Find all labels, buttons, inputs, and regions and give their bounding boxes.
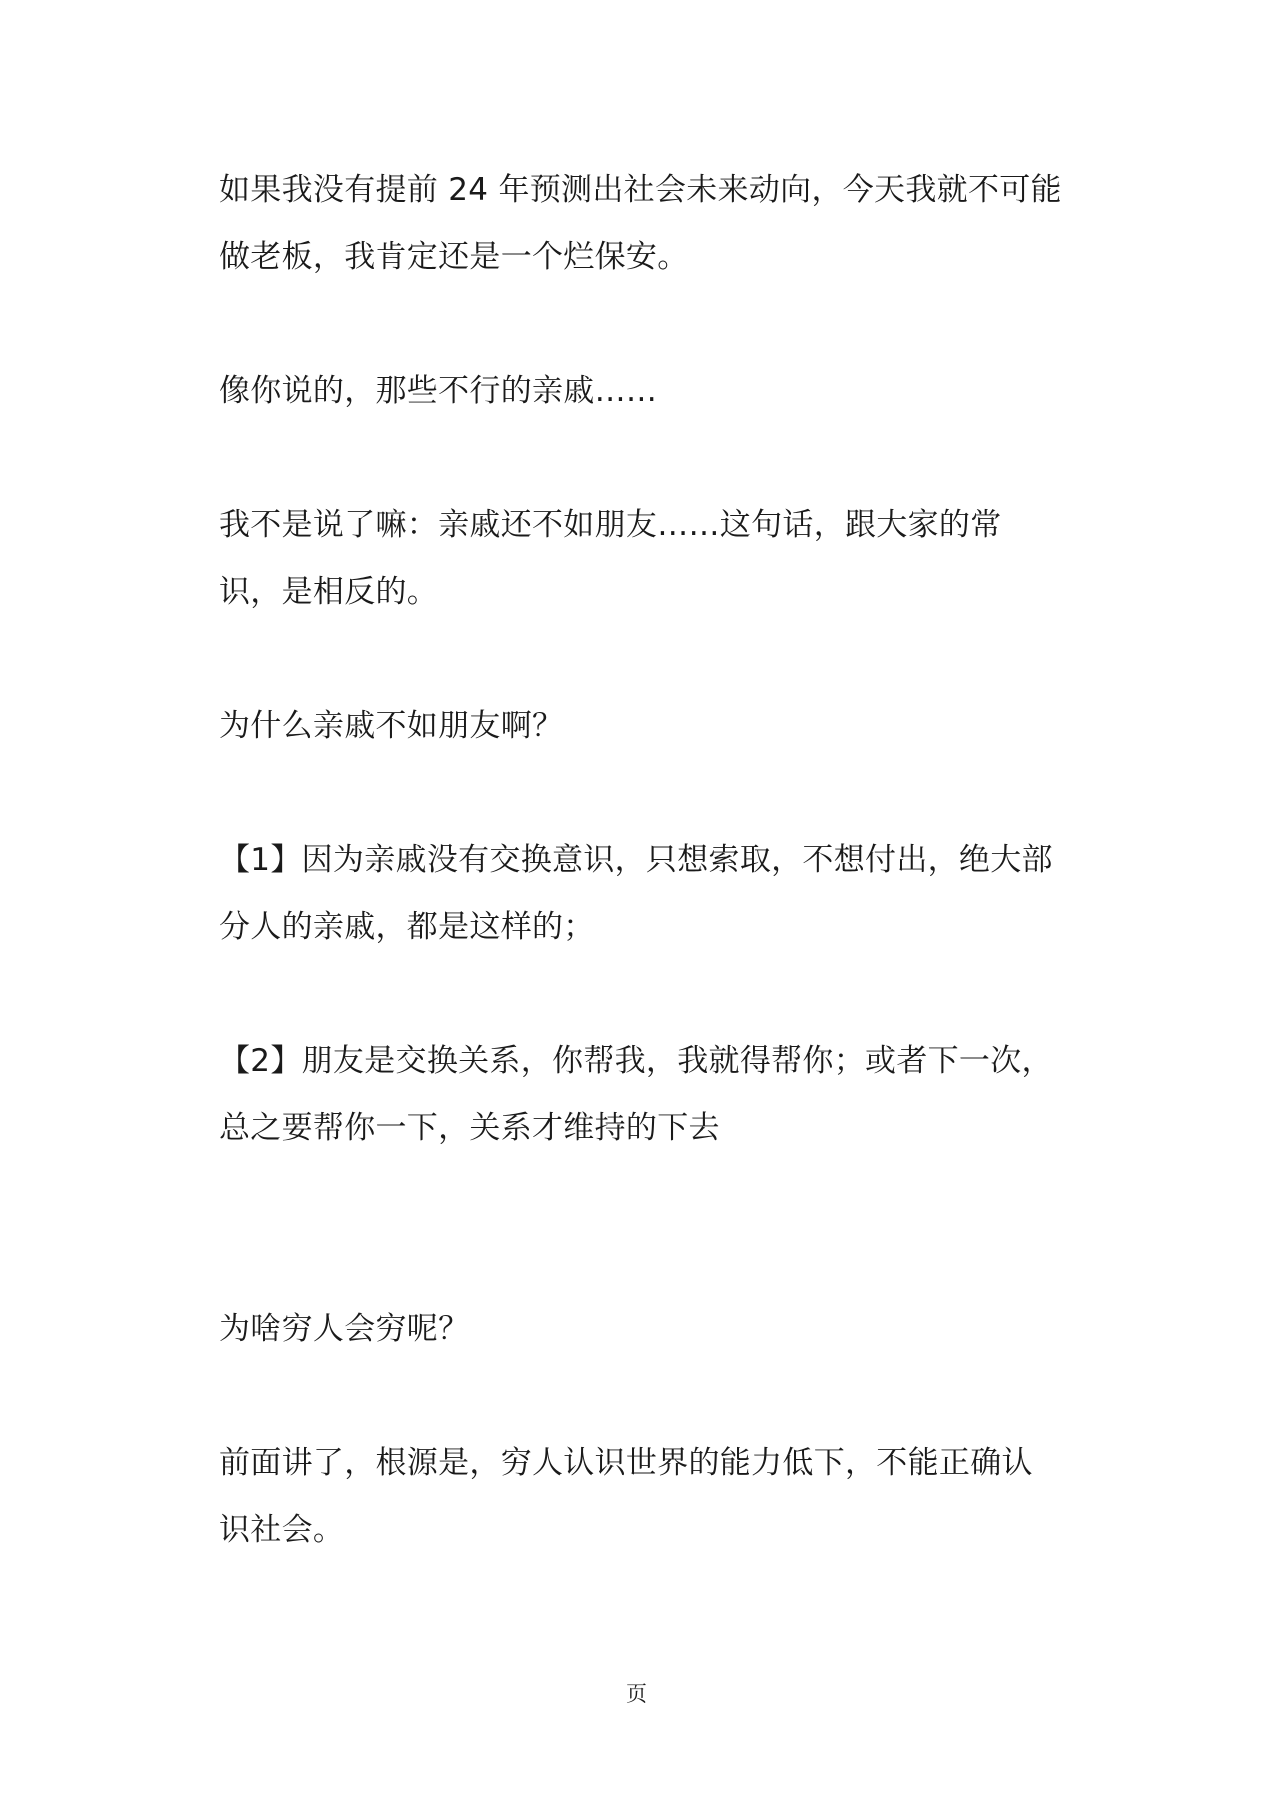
paragraph-2: 像你说的，那些不行的亲戚…… bbox=[219, 373, 658, 409]
page-footer: 页 bbox=[626, 1682, 647, 1706]
paragraph-1: 如果我没有提前 24 年预测出社会未来动向，今天我就不可能做老板，我肯定还是一个烂保安。 bbox=[219, 172, 1062, 275]
paragraph-5: 【1】因为亲戚没有交换意识，只想索取，不想付出，绝大部分人的亲戚，都是这样的； bbox=[219, 842, 1053, 945]
paragraph-8: 前面讲了，根源是，穷人认识世界的能力低下，不能正确认识社会。 bbox=[219, 1445, 1033, 1548]
paragraph-4: 为什么亲戚不如朋友啊？ bbox=[219, 708, 564, 744]
paragraph-7: 为啥穷人会穷呢？ bbox=[219, 1311, 470, 1347]
paragraph-6: 【2】朋友是交换关系，你帮我，我就得帮你；或者下一次，总之要帮你一下，关系才维持的下去 bbox=[219, 1043, 1053, 1146]
document-body bbox=[219, 157, 1064, 1631]
paragraph-3: 我不是说了嘛：亲戚还不如朋友……这句话，跟大家的常识，是相反的。 bbox=[219, 507, 1002, 610]
